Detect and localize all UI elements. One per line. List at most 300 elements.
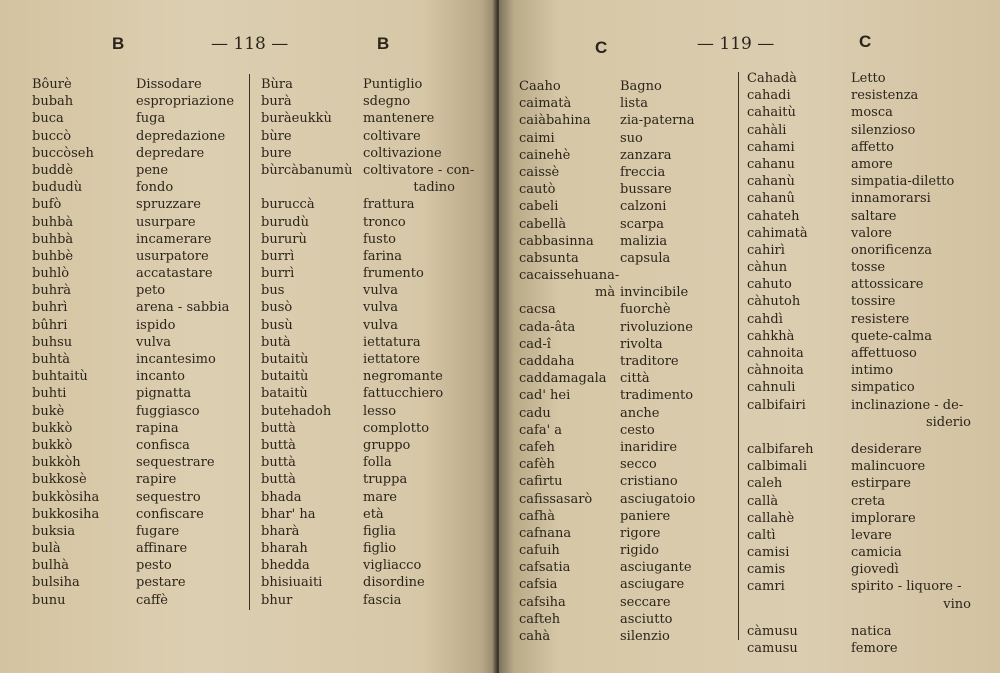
dictionary-entry <box>261 299 461 316</box>
dictionary-entry <box>519 611 729 628</box>
dictionary-entry <box>747 122 987 139</box>
entry-word: buttà <box>261 472 296 488</box>
entry-translation: rapina <box>136 420 179 436</box>
dictionary-entry <box>32 214 247 231</box>
entry-translation: tossire <box>851 294 896 310</box>
entry-word: caissè <box>519 164 560 180</box>
dictionary-entry <box>261 128 461 145</box>
dictionary-entry <box>747 190 987 207</box>
entry-word: cahanu <box>747 156 795 172</box>
entry-word: bharà <box>261 523 300 539</box>
entry-translation: fusto <box>363 231 396 247</box>
dictionary-entry <box>32 299 247 316</box>
dictionary-entry <box>32 162 247 179</box>
entry-translation: affinare <box>136 541 188 557</box>
entry-translation: depredazione <box>136 128 226 144</box>
entry-word: Bôurè <box>32 77 72 92</box>
dictionary-entry <box>747 208 987 225</box>
entry-translation: Puntiglio <box>363 77 423 92</box>
entry-word: buhtaitù <box>32 369 88 385</box>
right-page-number: — 119 — <box>697 34 775 54</box>
entry-translation: creta <box>851 493 886 509</box>
dictionary-entry <box>747 156 987 173</box>
entry-word: bufò <box>32 197 62 213</box>
entry-translation: paniere <box>620 508 671 524</box>
dictionary-entry <box>261 162 475 179</box>
entry-word: buhlò <box>32 266 70 282</box>
entry-translation: fuggiasco <box>136 403 200 419</box>
entry-word: caleh <box>747 476 783 492</box>
dictionary-entry <box>519 559 729 576</box>
entry-word: cacaissehuana- <box>519 268 620 284</box>
dictionary-entry <box>519 473 729 490</box>
entry-translation: fugare <box>136 523 180 539</box>
dictionary-entry <box>32 145 247 162</box>
entry-word: caimi <box>519 130 555 146</box>
entry-translation: incantesimo <box>136 352 216 367</box>
entry-word: buccò <box>32 128 72 144</box>
entry-word: burà <box>261 94 292 110</box>
dictionary-entry <box>747 276 987 293</box>
entry-translation: asciugante <box>620 560 692 576</box>
entry-word: buksia <box>32 523 76 539</box>
entry-translation: vigliacco <box>363 558 422 574</box>
entry-translation: bussare <box>620 182 672 198</box>
entry-word: buhbè <box>32 248 74 264</box>
entry-word: cahirì <box>747 242 785 258</box>
entry-translation: vulva <box>363 283 398 299</box>
dictionary-entry <box>747 544 987 561</box>
dictionary-entry <box>261 437 461 454</box>
entry-translation: intimo <box>851 363 894 379</box>
left-page <box>0 0 497 673</box>
dictionary-entry <box>261 540 461 557</box>
entry-word: burrì <box>261 248 295 264</box>
dictionary-entry <box>519 319 729 336</box>
entry-word: cabeli <box>519 199 559 215</box>
entry-translation: spruzzare <box>136 197 201 213</box>
entry-word: cahanù <box>747 174 795 190</box>
entry-translation: frattura <box>363 197 415 213</box>
dictionary-entry <box>747 104 987 121</box>
entry-word: bulhà <box>32 558 69 574</box>
entry-word: càmusu <box>747 623 798 639</box>
dictionary-entry <box>519 336 729 353</box>
entry-word: caiàbahina <box>519 113 591 129</box>
dictionary-entry <box>32 93 247 110</box>
entry-translation: coltivare <box>363 128 421 144</box>
dictionary-entry <box>519 301 729 318</box>
entry-translation: simpatia-diletto <box>851 174 955 190</box>
dictionary-entry <box>747 345 987 362</box>
entry-word: cafirtu <box>519 474 563 490</box>
entry-translation: accatastare <box>136 266 213 282</box>
entry-word: buhrà <box>32 283 72 299</box>
dictionary-entry <box>519 130 729 147</box>
entry-word: buccòseh <box>32 145 94 161</box>
entry-word: cahuto <box>747 277 792 293</box>
entry-translation: Letto <box>851 71 886 86</box>
entry-word: cabbasinna <box>519 233 594 249</box>
entry-translation: resistenza <box>851 88 919 104</box>
entry-translation: seccare <box>620 594 671 610</box>
entry-word: buràeukkù <box>261 111 332 127</box>
dictionary-entry <box>32 368 247 385</box>
entry-word: cabellà <box>519 216 567 232</box>
entry-word: bûhri <box>32 317 68 333</box>
entry-translation: lesso <box>363 403 397 419</box>
entry-word: cahà <box>519 629 551 644</box>
right-page-header-letter-left: C <box>595 38 608 57</box>
entry-translation: tronco <box>363 214 406 230</box>
entry-word: buruccà <box>261 197 315 213</box>
dictionary-entry <box>747 362 987 379</box>
dictionary-entry <box>519 508 729 525</box>
entry-translation: farina <box>363 248 403 264</box>
entry-word: càhnoita <box>747 363 804 379</box>
entry-translation: coltivazione <box>363 145 442 161</box>
entry-word: cad' hei <box>519 388 571 404</box>
entry-translation: folla <box>363 455 392 471</box>
dictionary-entry <box>519 147 729 164</box>
dictionary-entry <box>261 351 461 368</box>
dictionary-entry <box>32 179 247 196</box>
dictionary-entry <box>747 475 987 492</box>
entry-translation: figlia <box>363 523 397 539</box>
dictionary-entry <box>519 491 729 508</box>
dictionary-entry <box>261 506 461 523</box>
entry-word: butaitù <box>261 352 309 367</box>
entry-translation: Dissodare <box>136 77 202 92</box>
entry-translation: città <box>620 371 650 387</box>
entry-translation: usurpatore <box>136 248 209 264</box>
entry-translation: fuorchè <box>620 302 671 318</box>
dictionary-entry <box>747 259 987 276</box>
dictionary-entry <box>519 576 729 593</box>
entry-translation: coltivatore - con- <box>363 162 475 178</box>
entry-word: cafissasarò <box>519 491 593 507</box>
entry-translation: disordine <box>363 575 425 591</box>
entry-word: cafteh <box>519 611 561 627</box>
dictionary-entry <box>261 557 461 574</box>
entry-word: bulsiha <box>32 575 80 591</box>
entry-word: Cahadà <box>747 71 797 86</box>
entry-translation: asciugatoio <box>620 491 696 507</box>
dictionary-entry <box>32 317 247 334</box>
entry-translation: asciutto <box>620 611 673 627</box>
dictionary-entry <box>747 441 987 458</box>
dictionary-entry <box>261 489 461 506</box>
entry-translation: incamerare <box>136 231 212 247</box>
entry-word: bukkòh <box>32 455 81 471</box>
entry-word: bhar' ha <box>261 506 316 522</box>
entry-translation: giovedì <box>851 562 899 578</box>
entry-word: callà <box>747 493 779 509</box>
entry-word: caltì <box>747 527 776 543</box>
dictionary-entry <box>32 76 247 93</box>
entry-translation: calzoni <box>620 199 667 215</box>
dictionary-entry <box>32 557 247 574</box>
dictionary-entry <box>747 493 987 510</box>
entry-word: buttà <box>261 455 296 471</box>
entry-translation: confisca <box>136 437 190 453</box>
entry-translation: secco <box>620 457 657 473</box>
entry-word: cahadi <box>747 88 791 104</box>
right-page-column-divider <box>738 72 739 640</box>
dictionary-entry <box>261 471 461 488</box>
dictionary-entry <box>32 248 247 265</box>
dictionary-entry <box>32 592 247 609</box>
left-page-column-divider <box>249 74 250 610</box>
entry-translation: fattucchiero <box>363 386 444 402</box>
entry-word: bururù <box>261 231 307 247</box>
entry-translation: complotto <box>363 420 430 436</box>
entry-word: cafèh <box>519 457 555 473</box>
entry-word: cabsunta <box>519 250 579 266</box>
dictionary-entry <box>261 214 461 231</box>
dictionary-entry <box>747 311 987 328</box>
dictionary-entry <box>519 456 729 473</box>
entry-translation: ispido <box>136 317 176 333</box>
dictionary-entry <box>261 334 461 351</box>
dictionary-entry <box>747 70 987 87</box>
entry-word: butà <box>261 334 291 350</box>
entry-translation: rivoluzione <box>620 319 693 335</box>
entry-translation: spirito - liquore - <box>851 579 962 595</box>
entry-translation: saltare <box>851 208 897 224</box>
dictionary-entry <box>261 145 461 162</box>
left-page-column-1 <box>32 76 247 609</box>
dictionary-entry <box>32 454 247 471</box>
dictionary-entry <box>32 265 247 282</box>
entry-translation: vulva <box>363 300 398 316</box>
entry-word: cahkhà <box>747 328 795 344</box>
entry-translation: iettatura <box>363 334 421 350</box>
dictionary-entry <box>519 267 729 284</box>
dictionary-entry <box>261 592 461 609</box>
entry-translation: camicia <box>851 545 902 561</box>
entry-word: cafuih <box>519 543 560 559</box>
dictionary-entry <box>747 596 987 613</box>
entry-word: cautò <box>519 182 556 198</box>
entry-word: bharah <box>261 541 308 557</box>
entry-translation: vulva <box>136 334 171 350</box>
entry-word: buca <box>32 111 64 127</box>
dictionary-entry <box>261 454 461 471</box>
entry-word: cahaitù <box>747 105 796 121</box>
dictionary-entry <box>32 128 247 145</box>
entry-translation: incanto <box>136 369 185 385</box>
left-page-column-2 <box>261 76 475 609</box>
entry-word: cad-î <box>519 336 551 352</box>
entry-translation: innamorarsi <box>851 191 931 207</box>
entry-translation: desiderare <box>851 441 922 457</box>
entry-translation: depredare <box>136 145 205 161</box>
entry-translation: pestare <box>136 575 186 591</box>
entry-word: callahè <box>747 510 795 526</box>
entry-translation: età <box>363 506 384 522</box>
entry-translation: valore <box>851 225 892 241</box>
dictionary-entry <box>519 353 729 370</box>
entry-word: bukè <box>32 403 65 419</box>
entry-translation: mantenere <box>363 111 435 127</box>
dictionary-entry <box>519 422 729 439</box>
entry-word: càhun <box>747 260 788 276</box>
entry-word: caimatà <box>519 96 572 112</box>
dictionary-entry <box>519 95 729 112</box>
dictionary-entry <box>519 387 729 404</box>
entry-translation: invincibile <box>620 285 689 301</box>
dictionary-entry <box>747 225 987 242</box>
entry-translation: pignatta <box>136 386 192 402</box>
entry-word: busò <box>261 300 293 316</box>
entry-translation: rivolta <box>620 336 663 352</box>
entry-word: camisi <box>747 545 790 561</box>
dictionary-entry <box>32 540 247 557</box>
entry-translation: vulva <box>363 317 398 333</box>
entry-word: bukkosiha <box>32 506 100 522</box>
dictionary-entry <box>261 385 461 402</box>
dictionary-entry <box>32 282 247 299</box>
entry-translation: natica <box>851 623 892 639</box>
dictionary-entry <box>261 231 461 248</box>
dictionary-entry <box>747 414 987 431</box>
entry-translation: sdegno <box>363 94 411 110</box>
entry-word: buhsu <box>32 334 73 350</box>
entry-word: bhur <box>261 592 293 608</box>
entry-translation: attossicare <box>851 277 924 293</box>
entry-word: buhti <box>32 386 67 402</box>
entry-translation: quete-calma <box>851 328 932 344</box>
entry-word: cahanû <box>747 191 795 207</box>
entry-translation: frumento <box>363 266 424 282</box>
entry-translation: truppa <box>363 472 408 488</box>
entry-word: Caaho <box>519 79 561 94</box>
dictionary-entry <box>32 506 247 523</box>
entry-word: bùre <box>261 128 292 144</box>
entry-word: buttà <box>261 420 296 436</box>
dictionary-entry <box>747 139 987 156</box>
entry-translation: sequestro <box>136 489 201 505</box>
entry-word: bus <box>261 283 285 299</box>
entry-word: bukkosè <box>32 472 87 488</box>
entry-translation: amore <box>851 156 893 172</box>
entry-word: cacsa <box>519 302 556 318</box>
dictionary-entry <box>519 542 729 559</box>
dictionary-entry <box>747 242 987 259</box>
dictionary-entry <box>261 179 461 196</box>
dictionary-entry <box>519 439 729 456</box>
dictionary-entry <box>747 561 987 578</box>
entry-word: cafnana <box>519 525 572 541</box>
entry-translation: scarpa <box>620 216 664 232</box>
entry-translation: tosse <box>851 260 886 276</box>
dictionary-entry <box>32 231 247 248</box>
dictionary-entry <box>32 385 247 402</box>
entry-word: bukkò <box>32 437 73 453</box>
entry-translation: implorare <box>851 510 916 526</box>
dictionary-entry <box>519 370 729 387</box>
entry-translation: estirpare <box>851 476 911 492</box>
dictionary-entry <box>32 523 247 540</box>
dictionary-entry <box>32 437 247 454</box>
entry-translation: malizia <box>620 233 668 249</box>
entry-translation: rigore <box>620 525 661 541</box>
right-page-column-2 <box>747 70 987 657</box>
entry-translation: tadino <box>413 180 455 196</box>
dictionary-entry <box>261 317 461 334</box>
dictionary-entry <box>747 379 987 396</box>
dictionary-entry <box>261 420 461 437</box>
entry-word: Bùra <box>261 77 293 92</box>
dictionary-entry <box>519 250 729 267</box>
right-page <box>499 0 1000 673</box>
entry-translation: Bagno <box>620 79 662 94</box>
entry-translation: affetto <box>851 139 894 155</box>
entry-word: caddaha <box>519 354 575 369</box>
dictionary-entry <box>519 628 729 645</box>
entry-translation: figlio <box>363 541 397 557</box>
entry-word: càhutoh <box>747 294 801 310</box>
entry-word: burrì <box>261 266 295 282</box>
entry-translation: suo <box>620 130 643 146</box>
dictionary-entry <box>32 334 247 351</box>
entry-translation: capsula <box>620 250 671 266</box>
entry-translation: fascia <box>363 592 402 608</box>
entry-translation: malincuore <box>851 459 926 475</box>
dictionary-entry <box>747 527 987 544</box>
entry-translation: anche <box>620 405 660 421</box>
entry-word: caddamagala <box>519 371 607 387</box>
left-page-number: — 118 — <box>211 34 289 54</box>
entry-word: camis <box>747 562 786 578</box>
dictionary-entry <box>32 110 247 127</box>
entry-word: cafsatia <box>519 560 571 576</box>
entry-translation: zia-paterna <box>620 113 695 129</box>
dictionary-entry <box>32 403 247 420</box>
entry-translation: freccia <box>620 164 666 180</box>
entry-word: bataitù <box>261 386 308 402</box>
entry-translation: peto <box>136 283 166 299</box>
entry-translation: cesto <box>620 422 655 438</box>
entry-word: butehadoh <box>261 403 332 419</box>
entry-word: cafa' a <box>519 422 563 438</box>
entry-translation: siderio <box>925 414 971 430</box>
entry-word: cada-âta <box>519 319 576 335</box>
dictionary-entry <box>261 110 461 127</box>
entry-word: cainehè <box>519 147 571 163</box>
entry-word: bhisiuaiti <box>261 575 323 591</box>
entry-translation: lista <box>620 96 648 112</box>
entry-translation: resistere <box>851 311 910 327</box>
entry-translation: gruppo <box>363 437 411 453</box>
entry-translation: arena - sabbia <box>136 300 230 316</box>
entry-translation: espropriazione <box>136 94 235 110</box>
entry-word: cahdì <box>747 311 783 327</box>
dictionary-entry <box>747 328 987 345</box>
dictionary-entry <box>32 351 247 368</box>
dictionary-entry <box>261 265 461 282</box>
entry-word: cafeh <box>519 439 555 455</box>
dictionary-entry <box>519 284 729 301</box>
entry-translation: caffè <box>136 592 168 608</box>
entry-translation: zanzara <box>620 147 672 163</box>
entry-word: butaitù <box>261 369 309 385</box>
right-page-column-1 <box>519 78 729 645</box>
entry-translation: inaridire <box>620 439 678 455</box>
right-page-header-letter-right: C <box>859 32 872 51</box>
dictionary-entry <box>519 112 729 129</box>
